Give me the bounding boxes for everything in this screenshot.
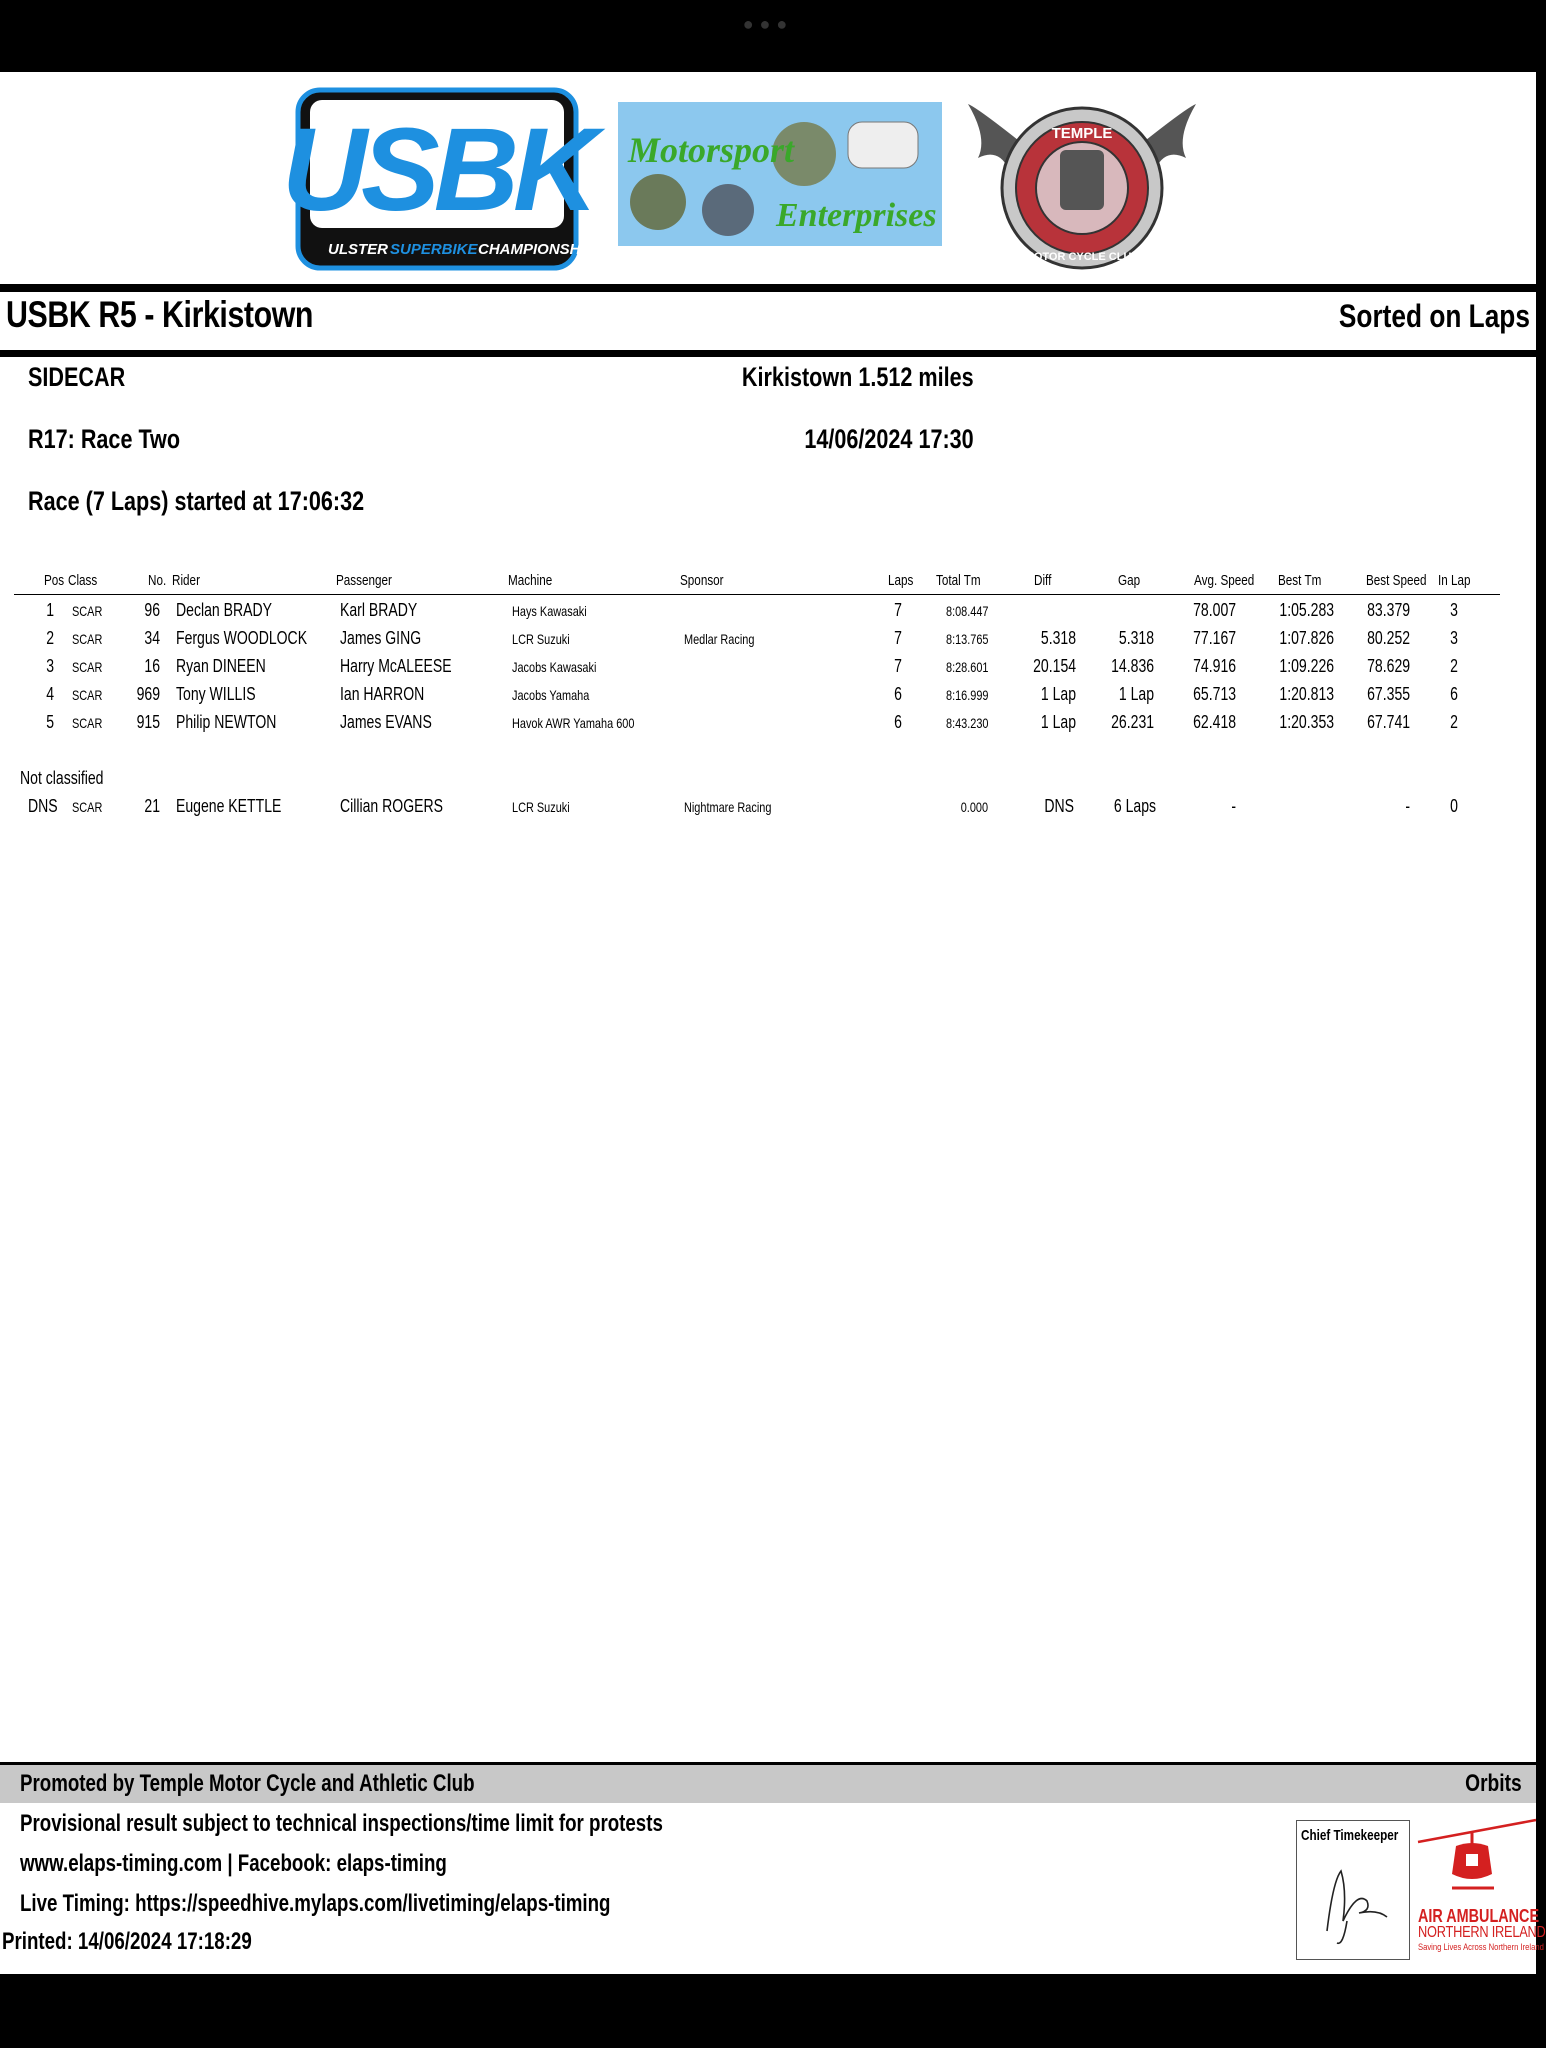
cell-sponsor: Medlar Racing <box>684 631 755 647</box>
cell-gap: 6 Laps <box>1113 796 1156 816</box>
cell-total: 8:43.230 <box>945 715 988 731</box>
usbk-logo-sub-b: SUPERBIKE <box>390 241 478 258</box>
footer-web: www.elaps-timing.com | Facebook: elaps-timing <box>20 1850 447 1877</box>
cell-passenger: James EVANS <box>340 712 432 732</box>
cell-best-tm: 1:20.353 <box>1279 712 1334 732</box>
cell-rider: Philip NEWTON <box>176 712 277 732</box>
col-avg-speed: Avg. Speed <box>1194 572 1255 589</box>
col-passenger: Passenger <box>336 572 392 589</box>
cell-no: 96 <box>144 600 160 620</box>
sort-label: Sorted on Laps <box>1339 298 1530 334</box>
cell-machine: Havok AWR Yamaha 600 <box>512 715 635 731</box>
cell-diff: 5.318 <box>1040 628 1076 648</box>
cell-in-lap: 2 <box>1450 712 1458 732</box>
cell-pos: 1 <box>46 600 54 620</box>
cell-laps: 7 <box>894 600 902 620</box>
col-total: Total Tm <box>936 572 981 589</box>
cell-in-lap: 0 <box>1450 796 1458 816</box>
cell-diff: 20.154 <box>1033 656 1076 676</box>
cell-gap: 5.318 <box>1118 628 1154 648</box>
not-classified-heading: Not classified <box>20 768 104 788</box>
cell-class: SCAR <box>72 631 103 647</box>
cell-class: SCAR <box>72 799 103 815</box>
cell-passenger: Karl BRADY <box>340 600 418 620</box>
cell-best-speed: 78.629 <box>1367 656 1410 676</box>
header-rule-top <box>0 284 1536 292</box>
col-gap: Gap <box>1118 572 1141 589</box>
cell-class: SCAR <box>72 715 103 731</box>
air-ambulance-line3: Saving Lives Across Northern Ireland <box>1418 1942 1544 1952</box>
race-datetime: 14/06/2024 17:30 <box>804 424 974 454</box>
cell-pos: DNS <box>28 796 58 816</box>
cell-avg-speed: - <box>1231 796 1236 816</box>
cell-best-speed: 67.355 <box>1367 684 1410 704</box>
cell-class: SCAR <box>72 659 103 675</box>
cell-total: 0.000 <box>960 799 988 815</box>
cell-gap: 26.231 <box>1111 712 1154 732</box>
window-dots-icon: ●●● <box>742 14 794 34</box>
col-in-lap: In Lap <box>1438 572 1471 589</box>
cell-machine: Jacobs Yamaha <box>512 687 590 703</box>
cell-diff: 1 Lap <box>1040 684 1076 704</box>
cell-rider: Fergus WOODLOCK <box>176 628 308 648</box>
col-rider: Rider <box>172 572 200 589</box>
cell-pos: 5 <box>46 712 54 732</box>
col-laps: Laps <box>888 572 914 589</box>
cell-rider: Declan BRADY <box>176 600 272 620</box>
cell-total: 8:08.447 <box>945 603 988 619</box>
cell-gap: 14.836 <box>1111 656 1154 676</box>
cell-sponsor: Nightmare Racing <box>684 799 772 815</box>
usbk-logo <box>281 86 595 274</box>
cell-total: 8:13.765 <box>945 631 988 647</box>
cell-avg-speed: 78.007 <box>1193 600 1236 620</box>
table-header-rule <box>14 594 1500 595</box>
cell-pos: 3 <box>46 656 54 676</box>
footer-orbits: Orbits <box>1465 1770 1522 1797</box>
cell-no: 21 <box>144 796 160 816</box>
cell-pos: 2 <box>46 628 54 648</box>
race-start: Race (7 Laps) started at 17:06:32 <box>28 486 365 516</box>
ms-logo-line1: Motorsport <box>628 130 795 170</box>
footer-promoted: Promoted by Temple Motor Cycle and Athletic Club <box>20 1770 475 1797</box>
class-name: SIDECAR <box>28 362 126 392</box>
col-sponsor: Sponsor <box>680 572 724 589</box>
cell-best-tm: 1:07.826 <box>1279 628 1334 648</box>
cell-gap: 1 Lap <box>1118 684 1154 704</box>
cell-pos: 4 <box>46 684 54 704</box>
cell-no: 969 <box>136 684 160 704</box>
cell-no: 34 <box>144 628 160 648</box>
ms-logo-line2: Enterprises <box>776 197 937 234</box>
cell-in-lap: 6 <box>1450 684 1458 704</box>
cell-passenger: Ian HARRON <box>340 684 425 704</box>
chief-timekeeper-box <box>1296 1820 1410 1960</box>
cell-best-speed: 67.741 <box>1367 712 1410 732</box>
cell-best-tm: 1:09.226 <box>1279 656 1334 676</box>
cell-in-lap: 3 <box>1450 628 1458 648</box>
cell-total: 8:16.999 <box>945 687 988 703</box>
cell-best-speed: 80.252 <box>1367 628 1410 648</box>
cell-rider: Eugene KETTLE <box>176 796 282 816</box>
cell-passenger: James GING <box>340 628 422 648</box>
footer-provisional: Provisional result subject to technical inspections/time limit for protests <box>20 1810 663 1837</box>
temple-logo-top: TEMPLE <box>1051 125 1113 142</box>
cell-machine: LCR Suzuki <box>512 631 570 647</box>
signature-icon <box>1297 1821 1409 1959</box>
col-diff: Diff <box>1034 572 1052 589</box>
chief-timekeeper-label: Chief Timekeeper <box>1301 1827 1399 1844</box>
cell-avg-speed: 77.167 <box>1193 628 1236 648</box>
cell-in-lap: 2 <box>1450 656 1458 676</box>
col-no: No. <box>148 572 167 589</box>
cell-best-tm: 1:20.813 <box>1279 684 1334 704</box>
cell-avg-speed: 62.418 <box>1193 712 1236 732</box>
cell-no: 915 <box>136 712 160 732</box>
cell-passenger: Cillian ROGERS <box>340 796 443 816</box>
col-best-tm: Best Tm <box>1278 572 1322 589</box>
cell-laps: 7 <box>894 656 902 676</box>
circuit-name: Kirkistown 1.512 miles <box>742 362 974 392</box>
col-best-speed: Best Speed <box>1366 572 1427 589</box>
usbk-logo-letter-u: USBK <box>281 104 593 236</box>
motorsport-enterprises-logo <box>618 102 942 246</box>
cell-best-speed: 83.379 <box>1367 600 1410 620</box>
cell-diff: DNS <box>1044 796 1074 816</box>
header-rule-bottom <box>0 350 1536 357</box>
col-pos: Pos <box>44 572 65 589</box>
race-name: R17: Race Two <box>28 424 181 454</box>
cell-machine: Hays Kawasaki <box>512 603 587 619</box>
footer-printed: Printed: 14/06/2024 17:18:29 <box>2 1928 252 1955</box>
cell-best-speed: - <box>1405 796 1410 816</box>
cell-diff: 1 Lap <box>1040 712 1076 732</box>
temple-logo-ring: MOTOR CYCLE CLUB <box>1024 251 1140 263</box>
usbk-logo-sub-c: CHAMPIONSHIP <box>478 241 595 258</box>
cell-rider: Tony WILLIS <box>176 684 256 704</box>
cell-laps: 6 <box>894 712 902 732</box>
footer-live-timing: Live Timing: https://speedhive.mylaps.com/livetiming/elaps-timing <box>20 1890 611 1917</box>
cell-laps: 6 <box>894 684 902 704</box>
cell-passenger: Harry McALEESE <box>340 656 452 676</box>
temple-mcc-logo <box>968 88 1196 274</box>
usbk-logo-sub-a: ULSTER <box>328 241 388 258</box>
event-title: USBK R5 - Kirkistown <box>6 294 314 335</box>
air-ambulance-logo <box>1412 1808 1546 1958</box>
cell-class: SCAR <box>72 603 103 619</box>
air-ambulance-line1: AIR AMBULANCE <box>1418 1906 1540 1926</box>
results-page <box>0 72 1546 1974</box>
cell-total: 8:28.601 <box>945 659 988 675</box>
cell-laps: 7 <box>894 628 902 648</box>
cell-in-lap: 3 <box>1450 600 1458 620</box>
cell-rider: Ryan DINEEN <box>176 656 266 676</box>
cell-no: 16 <box>144 656 160 676</box>
col-machine: Machine <box>508 572 553 589</box>
cell-machine: LCR Suzuki <box>512 799 570 815</box>
cell-class: SCAR <box>72 687 103 703</box>
cell-best-tm: 1:05.283 <box>1279 600 1334 620</box>
cell-machine: Jacobs Kawasaki <box>512 659 597 675</box>
cell-avg-speed: 65.713 <box>1193 684 1236 704</box>
air-ambulance-line2: NORTHERN IRELAND <box>1418 1924 1546 1941</box>
col-class: Class <box>68 572 98 589</box>
cell-avg-speed: 74.916 <box>1193 656 1236 676</box>
helicopter-icon <box>1412 1808 1536 1906</box>
